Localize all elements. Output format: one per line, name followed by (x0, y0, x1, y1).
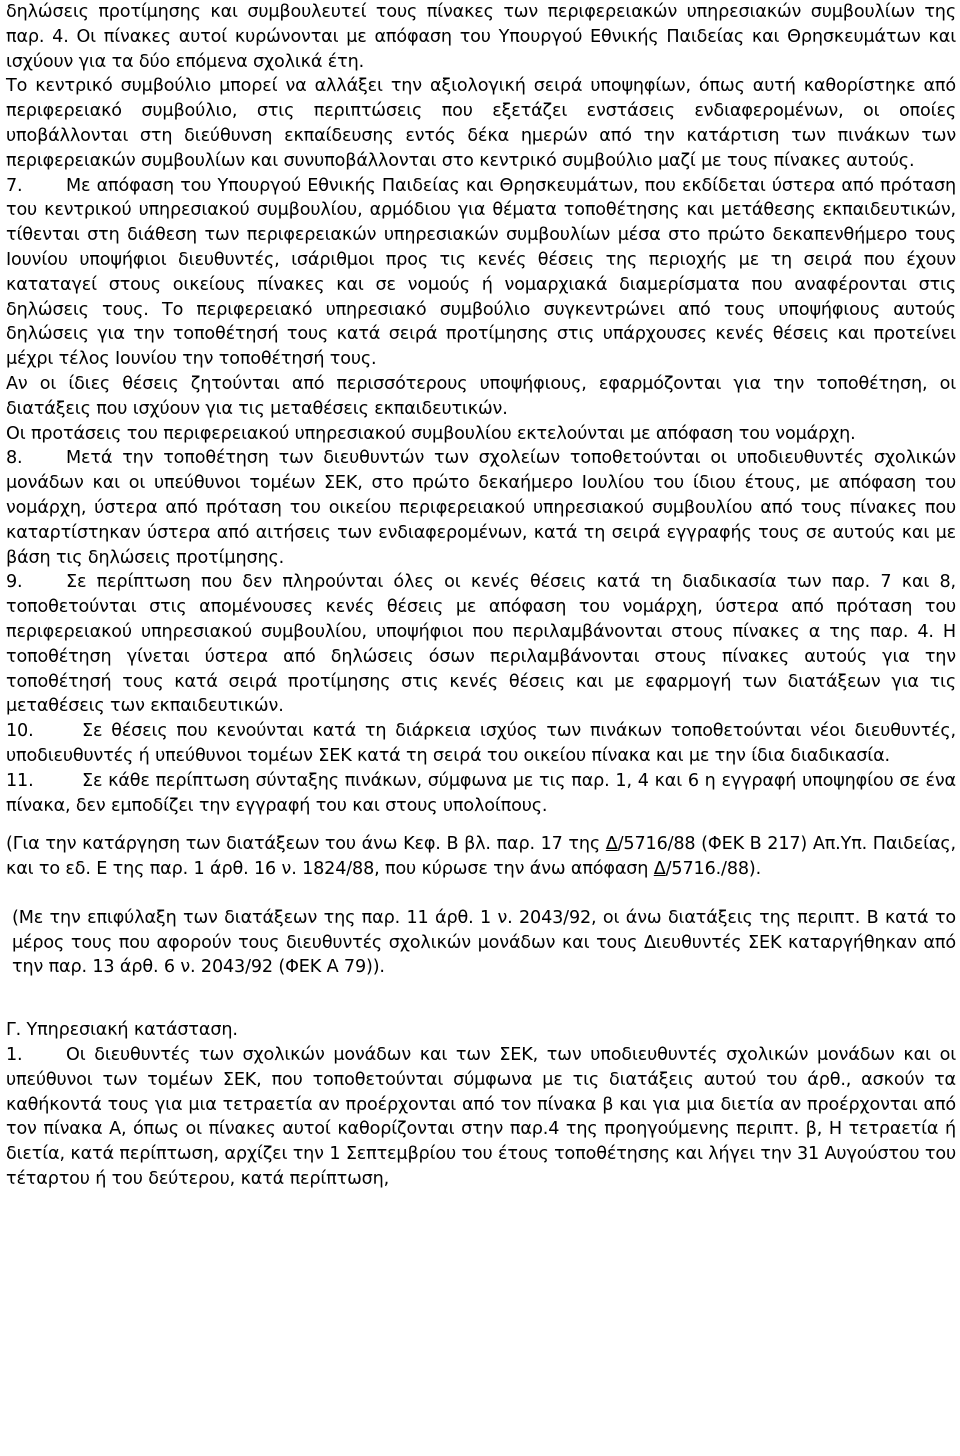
section-g-paragraph-1 (6, 1043, 956, 1192)
paragraph-7-c: Οι προτάσεις του περιφερειακού υπηρεσιακού συμβουλίου εκτελούνται με απόφαση του νομάρχη. (6, 423, 856, 444)
note-abolition-ref-2: Δ (653, 859, 666, 880)
paragraph-9-number: 9. (6, 572, 23, 593)
paragraph-10-number: 10. (6, 721, 34, 742)
spacer (6, 818, 956, 832)
note-abolition-part-b: /5716/88 (ΦΕΚ Β 217) Απ.Υπ. Παιδείας, και το εδ. Ε της παρ. 1 άρθ. 16 ν. 1824/88, που κύρωσε την άνω απόφαση (6, 834, 956, 880)
paragraph-8-text: Μετά την τοποθέτηση των διευθυντών των σχολείων τοποθετούνται οι υποδιευθυντές σχολικών μονάδων και οι υπεύθυνοι τομέων ΣΕΚ, στο πρώτο δεκαήμερο Ιουλίου του ίδιου έτους, με απόφαση του νομάρχη, ύστερα από πρόταση του οικείου περιφερειακού υπηρεσιακού συμβουλίου από τους πίνακες που καταρτίστηκαν ύστερα από αιτήσεις των ενδιαφερομένων, κατά τη σειρά εγγραφής τους σε αυτούς και με βάση τις δηλώσεις προτίμησης. (6, 448, 956, 568)
paragraph-11-number: 11. (6, 770, 34, 791)
spacer (6, 980, 956, 1018)
paragraph-7-number: 7. (6, 175, 23, 196)
paragraph-7-b: Αν οι ίδιες θέσεις ζητούνται από περισσότερους υποψήφιους, εφαρμόζονται για την τοποθέτηση, οι διατάξεις που ισχύουν για τις μεταθέσεις εκπαιδευτικών. (6, 373, 956, 419)
note-abolition (6, 832, 956, 882)
document-page (6, 0, 956, 1192)
section-g-title: Γ. Υπηρεσιακή κατάσταση. (6, 1020, 238, 1041)
spacer (6, 882, 956, 906)
paragraph-10 (6, 719, 956, 769)
section-g-paragraph-1-text: Οι διευθυντές των σχολικών μονάδων και των ΣΕΚ, των υποδιευθυντές σχολικών μονάδων και οι υπεύθυνοι των τομέων ΣΕΚ, που τοποθετούνται σύμφωνα με τις διατάξεις αυτού του άρθ., ασκούν τα καθήκοντά τους για μια τετραετία αν προέρχονται από τον πίνακα β και για μια διετία αν προέρχονται από τον πίνακα Α, όπως οι πίνακες αυτοί καθορίζονται στην παρ.4 της προηγούμενης περιπτ. β, Η τετραετία ή διετία, κατά περίπτωση, αρχίζει την 1 Σεπτεμβρίου του έτους τοποθέτησης και λήγει την 31 Αυγούστου του τέταρτου ή του δεύτερου, κατά περίπτωση, (6, 1045, 956, 1190)
note-abolition-part-a: (Για την κατάργηση των διατάξεων του άνω Κεφ. Β βλ. παρ. 17 της (6, 834, 606, 855)
paragraph-9 (6, 570, 956, 719)
paragraph-7-text: Με απόφαση του Υπουργού Εθνικής Παιδείας και Θρησκευμάτων, που εκδίδεται ύστερα από πρόταση του κεντρικού υπηρεσιακού συμβουλίου, αρμόδιου για θέματα τοποθέτησης και μετάθεσης εκπαιδευτικών, τίθενται στη διάθεση των περιφερειακών υπηρεσιακών συμβουλίων μέσα στο πρώτο δεκαπενθήμερο τους Ιουνίου υποψήφιοι διευθυντές, ισάριθμοι προς τις κενές θέσεις της περιοχής με τη σειρά που έχουν καταταγεί στους οικείους πίνακες και σε νομούς ή νομαρχιακά διαμερίσματα που αναφέρονται στις δηλώσεις τους. Το περιφερειακό υπηρεσιακό συμβούλιο συγκεντρώνει από τους υποψήφιους αυτούς δηλώσεις για την τοποθέτησή τους κατά σειρά προτίμησης στις υπάρχουσες κενές θέσεις και προτείνει μέχρι τέλος Ιουνίου την τοποθέτησή τους. (6, 175, 956, 370)
note-reservation: (Με την επιφύλαξη των διατάξεων της παρ. 11 άρθ. 1 ν. 2043/92, οι άνω διατάξεις της περιπτ. Β κατά το μέρος τους που αφορούν τους διευθυντές σχολικών μονάδων και τους Διευθυντές ΣΕΚ καταργήθηκαν από την παρ. 13 άρθ. 6 ν. 2043/92 (ΦΕΚ Α 79)). (12, 907, 956, 978)
paragraph-9-text: Σε περίπτωση που δεν πληρούνται όλες οι κενές θέσεις κατά τη διαδικασία των παρ. 7 και 8, τοποθετούνται στις απομένουσες κενές θέσεις με απόφαση του νομάρχη, ύστερα από πρόταση του περιφερειακού υπηρεσιακού συμβουλίου, υποψήφιοι που περιλαμβάνονται στους πίνακες α της παρ. 4. Η τοποθέτηση γίνεται ύστερα από δηλώσεις όσων περιλαμβάνονται στους πίνακες αυτούς για την τοποθέτησή τους κατά σειρά προτίμησης στις κενές θέσεις και με εφαρμογή των διατάξεων για τις μεταθέσεις των εκπαιδευτικών. (6, 572, 956, 717)
paragraph-8-number: 8. (6, 448, 23, 469)
section-g-paragraph-1-number: 1. (6, 1045, 23, 1066)
paragraph-8 (6, 446, 956, 570)
note-abolition-ref-1: Δ (605, 834, 618, 855)
paragraph-11-text: Σε κάθε περίπτωση σύνταξης πινάκων, σύμφωνα με τις παρ. 1, 4 και 6 η εγγραφή υποψηφίου σε ένα πίνακα, δεν εμποδίζει την εγγραφή του και στους υπολοίπους. (6, 770, 956, 816)
note-abolition-part-c: /5716./88). (665, 859, 762, 880)
paragraph-10-text: Σε θέσεις που κενούνται κατά τη διάρκεια ισχύος των πινάκων τοποθετούνται νέοι διευθυντές, υποδιευθυντές ή υπεύθυνοι τομέων ΣΕΚ κατά τη σειρά του οικείου πίνακα και με την ίδια διαδικασία. (6, 721, 956, 766)
paragraph-intro: δηλώσεις προτίμησης και συμβουλευτεί τους πίνακες των περιφερειακών υπηρεσιακών συμβουλίων της παρ. 4. Οι πίνακες αυτοί κυρώνονται με απόφαση του Υπουργού Εθνικής Παιδείας και Θρησκευμάτων και ισχύουν για τα δύο επόμενα σχολικά έτη. (6, 2, 956, 72)
paragraph-central-council: Το κεντρικό συμβούλιο μπορεί να αλλάξει την αξιολογική σειρά υποψηφίων, όπως αυτή καθορίστηκε από περιφερειακό συμβούλιο, στις περιπτώσεις που εξετάζει ενστάσεις ενδιαφερομένων, οι οποίες υποβάλλονται στη διεύθυνση εκπαίδευσης εντός δέκα ημερών από την κατάρτιση των πινάκων των περιφερειακών συμβουλίων και συνυποβάλλονται στο κεντρικό συμβούλιο μαζί με τους πίνακες αυτούς. (6, 76, 956, 171)
paragraph-11 (6, 769, 956, 819)
paragraph-7 (6, 174, 956, 372)
